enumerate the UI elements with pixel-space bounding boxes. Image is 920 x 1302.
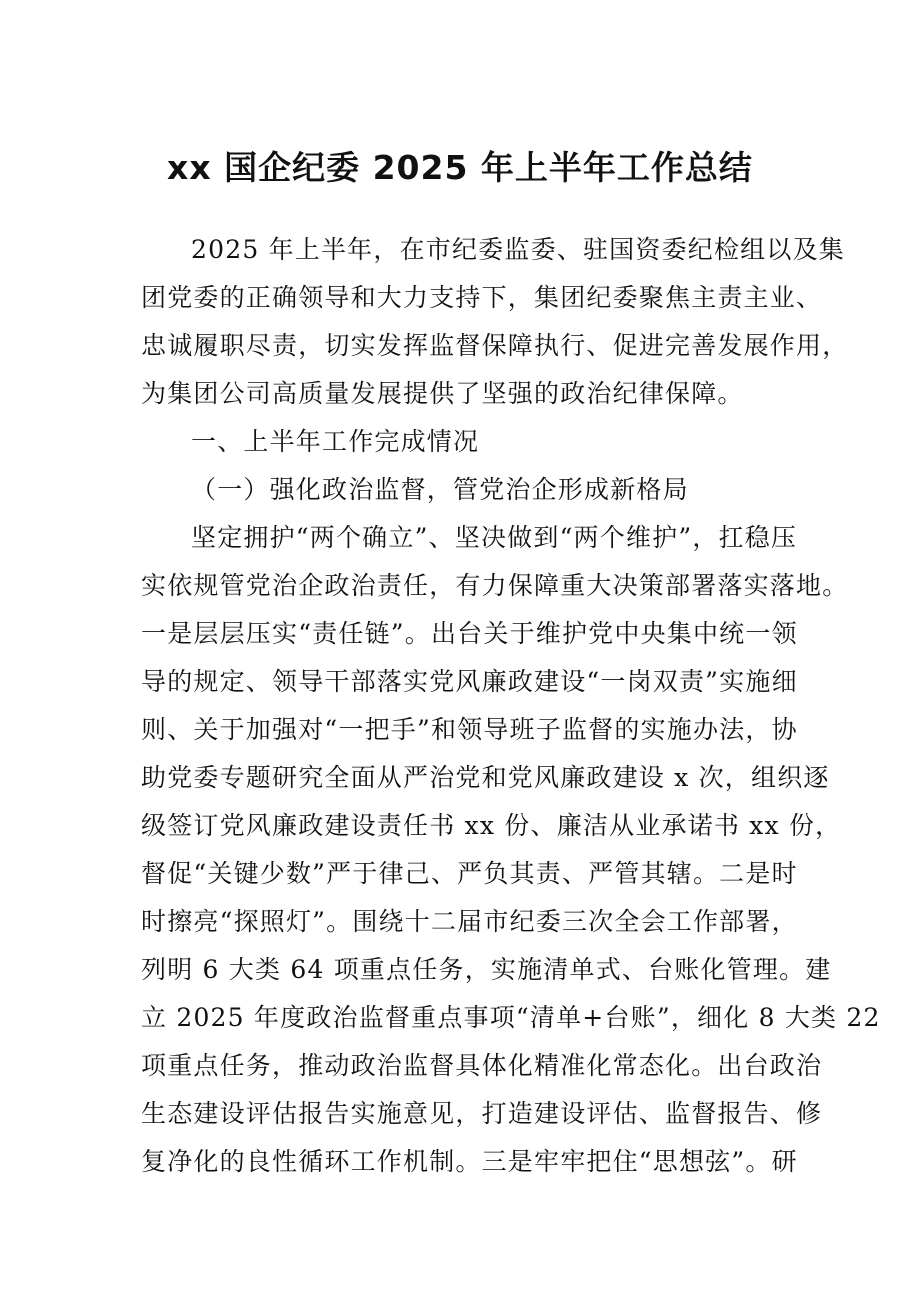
paragraph-line: 2025 年上半年，在市纪委监委、驻国资委纪检组以及集 [191, 235, 845, 264]
paragraph-line: 时擦亮“探照灯”。围绕十二届市纪委三次全会工作部署， [141, 907, 798, 936]
paragraph-line: 复净化的良性循环工作机制。三是牢牢把住“思想弦”。研 [141, 1147, 798, 1176]
paragraph-line: 级签订党风廉政建设责任书 xx 份、廉洁从业承诺书 xx 份， [141, 811, 842, 840]
paragraph-line: 一是层层压实“责任链”。出台关于维护党中央集中统一领 [141, 619, 798, 648]
paragraph-line: 生态建设评估报告实施意见，打造建设评估、监督报告、修 [141, 1099, 823, 1128]
paragraph-line: 实依规管党治企政治责任，有力保障重大决策部署落实落地。 [141, 571, 849, 600]
section-heading: 一、上半年工作完成情况 [191, 427, 480, 456]
paragraph-line: 助党委专题研究全面从严治党和党风廉政建设 x 次，组织逐 [141, 763, 830, 792]
paragraph-line: 导的规定、领导干部落实党风廉政建设“一岗双责”实施细 [141, 667, 798, 696]
paragraph-line: 团党委的正确领导和大力支持下，集团纪委聚焦主责主业、 [141, 283, 823, 312]
document-title: xx 国企纪委 2025 年上半年工作总结 [167, 148, 753, 187]
paragraph-line: 坚定拥护“两个确立”、坚决做到“两个维护”，扛稳压 [191, 523, 798, 552]
paragraph-line: 立 2025 年度政治监督重点事项“清单+台账”，细化 8 大类 22 [141, 1003, 881, 1032]
paragraph-line: 项重点任务，推动政治监督具体化精准化常态化。出台政治 [141, 1051, 823, 1080]
paragraph-line: 督促“关键少数”严于律己、严负其责、严管其辖。二是时 [141, 859, 798, 888]
paragraph-line: 列明 6 大类 64 项重点任务，实施清单式、台账化管理。建 [141, 955, 832, 984]
paragraph-line: 忠诚履职尽责，切实发挥监督保障执行、促进完善发展作用， [141, 331, 849, 360]
paragraph-line: 为集团公司高质量发展提供了坚强的政治纪律保障。 [141, 379, 744, 408]
subsection-heading: （一）强化政治监督，管党治企形成新格局 [191, 475, 689, 504]
paragraph-line: 则、关于加强对“一把手”和领导班子监督的实施办法，协 [141, 715, 798, 744]
